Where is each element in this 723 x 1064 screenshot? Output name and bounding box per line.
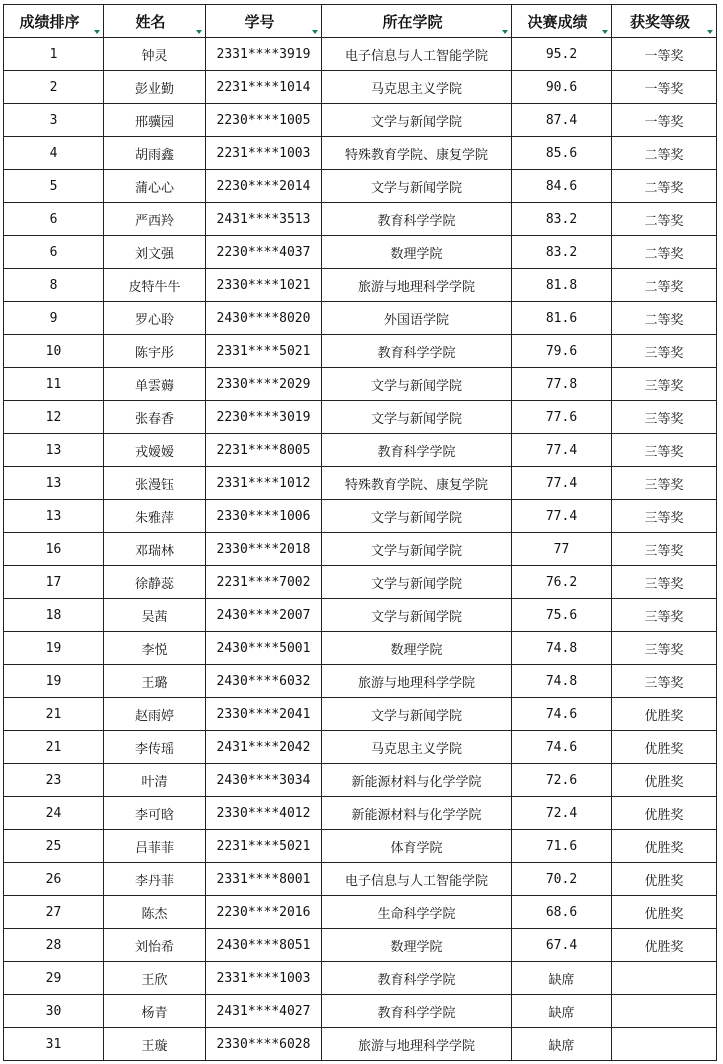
name-cell[interactable]: 李传瑶 bbox=[104, 731, 206, 764]
header-student-id[interactable] bbox=[206, 5, 322, 38]
rank-cell[interactable]: 30 bbox=[4, 995, 104, 1028]
header-award-label: 获奖等级 bbox=[629, 12, 690, 31]
name-cell[interactable]: 蒲心心 bbox=[104, 170, 206, 203]
name-cell[interactable]: 邢骥园 bbox=[104, 104, 206, 137]
award-cell[interactable] bbox=[612, 1028, 717, 1061]
rank-cell[interactable]: 10 bbox=[4, 335, 104, 368]
filter-dropdown-icon[interactable] bbox=[602, 30, 608, 34]
final-score-cell[interactable]: 缺席 bbox=[512, 962, 612, 995]
student-id-cell[interactable]: 2330****1021 bbox=[206, 269, 322, 302]
award-cell[interactable]: 一等奖 bbox=[612, 38, 717, 71]
final-score-cell[interactable]: 77.6 bbox=[512, 401, 612, 434]
rank-cell[interactable]: 18 bbox=[4, 599, 104, 632]
award-cell[interactable]: 二等奖 bbox=[612, 302, 717, 335]
table-row bbox=[4, 863, 717, 896]
header-rank-label: 成绩排序 bbox=[19, 12, 80, 31]
college-cell[interactable]: 数理学院 bbox=[322, 236, 512, 269]
final-score-cell[interactable]: 72.6 bbox=[512, 764, 612, 797]
student-id-cell[interactable]: 2231****1003 bbox=[206, 137, 322, 170]
name-cell[interactable]: 彭业勤 bbox=[104, 71, 206, 104]
name-cell[interactable]: 胡雨鑫 bbox=[104, 137, 206, 170]
college-cell[interactable]: 文学与新闻学院 bbox=[322, 698, 512, 731]
table-row bbox=[4, 995, 717, 1028]
rank-cell[interactable]: 23 bbox=[4, 764, 104, 797]
filter-dropdown-icon[interactable] bbox=[502, 30, 508, 34]
name-cell[interactable]: 钟灵 bbox=[104, 38, 206, 71]
header-college[interactable] bbox=[322, 5, 512, 38]
final-score-cell[interactable]: 77 bbox=[512, 533, 612, 566]
final-score-cell[interactable]: 83.2 bbox=[512, 236, 612, 269]
table-row bbox=[4, 566, 717, 599]
award-cell[interactable]: 三等奖 bbox=[612, 368, 717, 401]
rank-cell[interactable]: 19 bbox=[4, 632, 104, 665]
college-cell[interactable]: 特殊教育学院、康复学院 bbox=[322, 137, 512, 170]
college-cell[interactable]: 马克思主义学院 bbox=[322, 71, 512, 104]
table-body bbox=[4, 38, 717, 1061]
name-cell[interactable]: 李悦 bbox=[104, 632, 206, 665]
college-cell[interactable]: 特殊教育学院、康复学院 bbox=[322, 467, 512, 500]
student-id-cell[interactable]: 2330****4012 bbox=[206, 797, 322, 830]
student-id-cell[interactable]: 2231****7002 bbox=[206, 566, 322, 599]
student-id-cell[interactable]: 2231****1014 bbox=[206, 71, 322, 104]
college-cell[interactable]: 文学与新闻学院 bbox=[322, 500, 512, 533]
rank-cell[interactable]: 6 bbox=[4, 203, 104, 236]
final-score-cell[interactable]: 70.2 bbox=[512, 863, 612, 896]
table-row bbox=[4, 896, 717, 929]
college-cell[interactable]: 文学与新闻学院 bbox=[322, 599, 512, 632]
name-cell[interactable]: 张春香 bbox=[104, 401, 206, 434]
header-award[interactable] bbox=[612, 5, 717, 38]
name-cell[interactable]: 吕菲菲 bbox=[104, 830, 206, 863]
header-final-score[interactable] bbox=[512, 5, 612, 38]
final-score-cell[interactable]: 68.6 bbox=[512, 896, 612, 929]
table-row bbox=[4, 467, 717, 500]
rank-cell[interactable]: 24 bbox=[4, 797, 104, 830]
final-score-cell[interactable]: 81.8 bbox=[512, 269, 612, 302]
student-id-cell[interactable]: 2330****2018 bbox=[206, 533, 322, 566]
college-cell[interactable]: 新能源材料与化学学院 bbox=[322, 797, 512, 830]
rank-cell[interactable]: 26 bbox=[4, 863, 104, 896]
name-cell[interactable]: 陈宇彤 bbox=[104, 335, 206, 368]
college-cell[interactable]: 教育科学学院 bbox=[322, 995, 512, 1028]
student-id-cell[interactable]: 2430****5001 bbox=[206, 632, 322, 665]
final-score-cell[interactable]: 77.8 bbox=[512, 368, 612, 401]
name-cell[interactable]: 刘怡希 bbox=[104, 929, 206, 962]
student-id-cell[interactable]: 2330****6028 bbox=[206, 1028, 322, 1061]
final-score-cell[interactable]: 77.4 bbox=[512, 500, 612, 533]
table-row bbox=[4, 137, 717, 170]
student-id-cell[interactable]: 2330****2041 bbox=[206, 698, 322, 731]
rank-cell[interactable]: 13 bbox=[4, 434, 104, 467]
name-cell[interactable]: 戎嫒嫒 bbox=[104, 434, 206, 467]
award-cell[interactable]: 二等奖 bbox=[612, 203, 717, 236]
award-cell[interactable]: 三等奖 bbox=[612, 434, 717, 467]
award-cell[interactable]: 三等奖 bbox=[612, 632, 717, 665]
rank-cell[interactable]: 25 bbox=[4, 830, 104, 863]
table-row bbox=[4, 698, 717, 731]
award-cell[interactable]: 三等奖 bbox=[612, 566, 717, 599]
final-score-cell[interactable]: 79.6 bbox=[512, 335, 612, 368]
award-cell[interactable]: 三等奖 bbox=[612, 665, 717, 698]
rank-cell[interactable]: 2 bbox=[4, 71, 104, 104]
filter-dropdown-icon[interactable] bbox=[707, 30, 713, 34]
final-score-cell[interactable]: 72.4 bbox=[512, 797, 612, 830]
student-id-cell[interactable]: 2331****1003 bbox=[206, 962, 322, 995]
rank-cell[interactable]: 21 bbox=[4, 698, 104, 731]
student-id-cell[interactable]: 2230****1005 bbox=[206, 104, 322, 137]
name-cell[interactable]: 刘文强 bbox=[104, 236, 206, 269]
award-cell[interactable]: 一等奖 bbox=[612, 71, 717, 104]
name-cell[interactable]: 朱雅萍 bbox=[104, 500, 206, 533]
college-cell[interactable]: 文学与新闻学院 bbox=[322, 566, 512, 599]
name-cell[interactable]: 张漫钰 bbox=[104, 467, 206, 500]
final-score-cell[interactable]: 84.6 bbox=[512, 170, 612, 203]
table-row bbox=[4, 269, 717, 302]
award-cell[interactable]: 二等奖 bbox=[612, 170, 717, 203]
header-rank[interactable] bbox=[4, 5, 104, 38]
award-cell[interactable]: 三等奖 bbox=[612, 335, 717, 368]
award-cell[interactable]: 优胜奖 bbox=[612, 797, 717, 830]
final-score-cell[interactable]: 76.2 bbox=[512, 566, 612, 599]
college-cell[interactable]: 数理学院 bbox=[322, 929, 512, 962]
award-cell[interactable]: 三等奖 bbox=[612, 599, 717, 632]
award-cell[interactable]: 优胜奖 bbox=[612, 929, 717, 962]
name-cell[interactable]: 罗心聆 bbox=[104, 302, 206, 335]
student-id-cell[interactable]: 2331****3919 bbox=[206, 38, 322, 71]
table-row bbox=[4, 434, 717, 467]
award-cell[interactable]: 优胜奖 bbox=[612, 830, 717, 863]
name-cell[interactable]: 叶清 bbox=[104, 764, 206, 797]
name-cell[interactable]: 赵雨婷 bbox=[104, 698, 206, 731]
rank-cell[interactable]: 16 bbox=[4, 533, 104, 566]
table-row bbox=[4, 104, 717, 137]
final-score-cell[interactable]: 71.6 bbox=[512, 830, 612, 863]
college-cell[interactable]: 马克思主义学院 bbox=[322, 731, 512, 764]
college-cell[interactable]: 教育科学学院 bbox=[322, 203, 512, 236]
name-cell[interactable]: 李可晗 bbox=[104, 797, 206, 830]
rank-cell[interactable]: 5 bbox=[4, 170, 104, 203]
name-cell[interactable]: 王璇 bbox=[104, 1028, 206, 1061]
name-cell[interactable]: 单雲薅 bbox=[104, 368, 206, 401]
student-id-cell[interactable]: 2230****3019 bbox=[206, 401, 322, 434]
award-cell[interactable]: 三等奖 bbox=[612, 467, 717, 500]
name-cell[interactable]: 邓瑞林 bbox=[104, 533, 206, 566]
college-cell[interactable]: 文学与新闻学院 bbox=[322, 533, 512, 566]
table-row bbox=[4, 368, 717, 401]
header-college-label: 所在学院 bbox=[382, 12, 443, 31]
final-score-cell[interactable]: 67.4 bbox=[512, 929, 612, 962]
award-cell[interactable] bbox=[612, 995, 717, 1028]
award-cell[interactable]: 优胜奖 bbox=[612, 896, 717, 929]
table-row bbox=[4, 599, 717, 632]
final-score-cell[interactable]: 缺席 bbox=[512, 995, 612, 1028]
rank-cell[interactable]: 27 bbox=[4, 896, 104, 929]
college-cell[interactable]: 生命科学学院 bbox=[322, 896, 512, 929]
table-row bbox=[4, 1028, 717, 1061]
student-id-cell[interactable]: 2331****8001 bbox=[206, 863, 322, 896]
filter-dropdown-icon[interactable] bbox=[196, 30, 202, 34]
award-cell[interactable]: 三等奖 bbox=[612, 401, 717, 434]
final-score-cell[interactable]: 74.6 bbox=[512, 698, 612, 731]
header-final-score-label: 决赛成绩 bbox=[527, 12, 588, 31]
name-cell[interactable]: 杨青 bbox=[104, 995, 206, 1028]
award-cell[interactable]: 一等奖 bbox=[612, 104, 717, 137]
college-cell[interactable]: 教育科学学院 bbox=[322, 962, 512, 995]
award-cell[interactable]: 优胜奖 bbox=[612, 731, 717, 764]
table-row bbox=[4, 302, 717, 335]
name-cell[interactable]: 李丹菲 bbox=[104, 863, 206, 896]
student-id-cell[interactable]: 2331****5021 bbox=[206, 335, 322, 368]
college-cell[interactable]: 文学与新闻学院 bbox=[322, 368, 512, 401]
award-cell[interactable]: 优胜奖 bbox=[612, 764, 717, 797]
student-id-cell[interactable]: 2430****6032 bbox=[206, 665, 322, 698]
award-cell[interactable]: 优胜奖 bbox=[612, 698, 717, 731]
final-score-cell[interactable]: 75.6 bbox=[512, 599, 612, 632]
college-cell[interactable]: 外国语学院 bbox=[322, 302, 512, 335]
student-id-cell[interactable]: 2431****3513 bbox=[206, 203, 322, 236]
final-score-cell[interactable]: 74.8 bbox=[512, 632, 612, 665]
header-student-id-label: 学号 bbox=[244, 12, 275, 31]
table-row bbox=[4, 929, 717, 962]
college-cell[interactable]: 旅游与地理科学学院 bbox=[322, 665, 512, 698]
header-row bbox=[4, 5, 717, 38]
header-name[interactable] bbox=[104, 5, 206, 38]
student-id-cell[interactable]: 2430****3034 bbox=[206, 764, 322, 797]
filter-dropdown-icon[interactable] bbox=[94, 30, 100, 34]
award-cell[interactable] bbox=[612, 962, 717, 995]
name-cell[interactable]: 陈杰 bbox=[104, 896, 206, 929]
student-id-cell[interactable]: 2231****8005 bbox=[206, 434, 322, 467]
student-id-cell[interactable]: 2230****2014 bbox=[206, 170, 322, 203]
table-row bbox=[4, 830, 717, 863]
rank-cell[interactable]: 11 bbox=[4, 368, 104, 401]
table-row bbox=[4, 236, 717, 269]
rank-cell[interactable]: 21 bbox=[4, 731, 104, 764]
table-row bbox=[4, 170, 717, 203]
award-cell[interactable]: 优胜奖 bbox=[612, 863, 717, 896]
student-id-cell[interactable]: 2331****1012 bbox=[206, 467, 322, 500]
table-row bbox=[4, 632, 717, 665]
final-score-cell[interactable]: 74.8 bbox=[512, 665, 612, 698]
final-score-cell[interactable]: 83.2 bbox=[512, 203, 612, 236]
name-cell[interactable]: 皮特牛牛 bbox=[104, 269, 206, 302]
table-row bbox=[4, 203, 717, 236]
rank-cell[interactable]: 13 bbox=[4, 500, 104, 533]
college-cell[interactable]: 文学与新闻学院 bbox=[322, 401, 512, 434]
student-id-cell[interactable]: 2330****2029 bbox=[206, 368, 322, 401]
table-row bbox=[4, 38, 717, 71]
student-id-cell[interactable]: 2231****5021 bbox=[206, 830, 322, 863]
rank-cell[interactable]: 19 bbox=[4, 665, 104, 698]
student-id-cell[interactable]: 2430****8020 bbox=[206, 302, 322, 335]
student-id-cell[interactable]: 2431****2042 bbox=[206, 731, 322, 764]
filter-dropdown-icon[interactable] bbox=[312, 30, 318, 34]
college-cell[interactable]: 文学与新闻学院 bbox=[322, 104, 512, 137]
award-cell[interactable]: 二等奖 bbox=[612, 269, 717, 302]
college-cell[interactable]: 新能源材料与化学学院 bbox=[322, 764, 512, 797]
student-id-cell[interactable]: 2430****2007 bbox=[206, 599, 322, 632]
rank-cell[interactable]: 4 bbox=[4, 137, 104, 170]
rank-cell[interactable]: 3 bbox=[4, 104, 104, 137]
final-score-cell[interactable]: 87.4 bbox=[512, 104, 612, 137]
header-name-label: 姓名 bbox=[135, 12, 166, 31]
table-row bbox=[4, 665, 717, 698]
college-cell[interactable]: 文学与新闻学院 bbox=[322, 170, 512, 203]
college-cell[interactable]: 电子信息与人工智能学院 bbox=[322, 38, 512, 71]
final-score-cell[interactable]: 90.6 bbox=[512, 71, 612, 104]
rank-cell[interactable]: 31 bbox=[4, 1028, 104, 1061]
rank-cell[interactable]: 9 bbox=[4, 302, 104, 335]
college-cell[interactable]: 数理学院 bbox=[322, 632, 512, 665]
name-cell[interactable]: 严西羚 bbox=[104, 203, 206, 236]
final-score-cell[interactable]: 77.4 bbox=[512, 434, 612, 467]
results-table bbox=[3, 4, 717, 1061]
student-id-cell[interactable]: 2330****1006 bbox=[206, 500, 322, 533]
name-cell[interactable]: 徐静蕊 bbox=[104, 566, 206, 599]
table-row bbox=[4, 335, 717, 368]
final-score-cell[interactable]: 85.6 bbox=[512, 137, 612, 170]
award-cell[interactable]: 三等奖 bbox=[612, 500, 717, 533]
rank-cell[interactable]: 1 bbox=[4, 38, 104, 71]
name-cell[interactable]: 王欣 bbox=[104, 962, 206, 995]
award-cell[interactable]: 二等奖 bbox=[612, 236, 717, 269]
final-score-cell[interactable]: 74.6 bbox=[512, 731, 612, 764]
table-row bbox=[4, 71, 717, 104]
rank-cell[interactable]: 17 bbox=[4, 566, 104, 599]
final-score-cell[interactable]: 缺席 bbox=[512, 1028, 612, 1061]
table-row bbox=[4, 533, 717, 566]
college-cell[interactable]: 旅游与地理科学学院 bbox=[322, 269, 512, 302]
college-cell[interactable]: 体育学院 bbox=[322, 830, 512, 863]
table-row bbox=[4, 797, 717, 830]
name-cell[interactable]: 吴茜 bbox=[104, 599, 206, 632]
table-row bbox=[4, 731, 717, 764]
rank-cell[interactable]: 6 bbox=[4, 236, 104, 269]
name-cell[interactable]: 王璐 bbox=[104, 665, 206, 698]
college-cell[interactable]: 教育科学学院 bbox=[322, 434, 512, 467]
rank-cell[interactable]: 29 bbox=[4, 962, 104, 995]
award-cell[interactable]: 二等奖 bbox=[612, 137, 717, 170]
student-id-cell[interactable]: 2430****8051 bbox=[206, 929, 322, 962]
table-row bbox=[4, 500, 717, 533]
table-row bbox=[4, 962, 717, 995]
rank-cell[interactable]: 13 bbox=[4, 467, 104, 500]
student-id-cell[interactable]: 2431****4027 bbox=[206, 995, 322, 1028]
college-cell[interactable]: 教育科学学院 bbox=[322, 335, 512, 368]
award-cell[interactable]: 三等奖 bbox=[612, 533, 717, 566]
rank-cell[interactable]: 12 bbox=[4, 401, 104, 434]
final-score-cell[interactable]: 95.2 bbox=[512, 38, 612, 71]
table-row bbox=[4, 401, 717, 434]
college-cell[interactable]: 旅游与地理科学学院 bbox=[322, 1028, 512, 1061]
final-score-cell[interactable]: 77.4 bbox=[512, 467, 612, 500]
rank-cell[interactable]: 8 bbox=[4, 269, 104, 302]
student-id-cell[interactable]: 2230****4037 bbox=[206, 236, 322, 269]
college-cell[interactable]: 电子信息与人工智能学院 bbox=[322, 863, 512, 896]
student-id-cell[interactable]: 2230****2016 bbox=[206, 896, 322, 929]
rank-cell[interactable]: 28 bbox=[4, 929, 104, 962]
final-score-cell[interactable]: 81.6 bbox=[512, 302, 612, 335]
table-row bbox=[4, 764, 717, 797]
